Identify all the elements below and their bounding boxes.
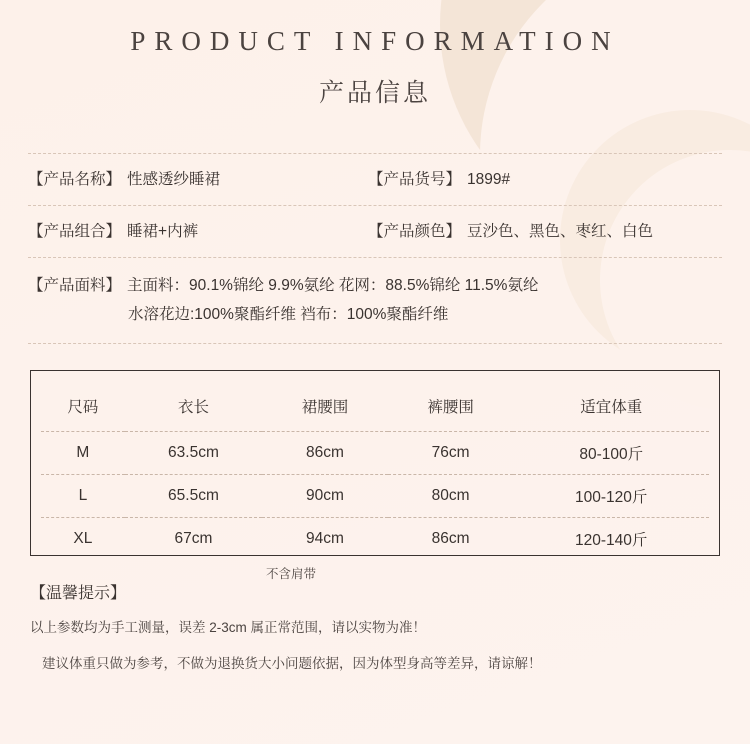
size-cell-xl-length: 67cm bbox=[125, 517, 262, 560]
spec-row-name bbox=[28, 154, 722, 205]
table-row bbox=[41, 517, 709, 560]
spec-value-product-code: 1899# bbox=[467, 171, 511, 188]
spec-label-color: 【产品颜色】 bbox=[368, 223, 462, 241]
spec-value-product-name: 性感透纱睡裙 bbox=[127, 171, 221, 188]
spec-cell-combination bbox=[28, 220, 368, 244]
spec-cell-product-name bbox=[28, 168, 368, 192]
spec-value-combination: 睡裙+内裤 bbox=[127, 223, 199, 241]
divider-3 bbox=[28, 343, 722, 344]
spec-label-product-code: 【产品货号】 bbox=[368, 171, 462, 188]
size-cell-l-weight: 100-120斤 bbox=[513, 474, 709, 517]
spec-value-fabric-1: 主面料：90.1%锦纶 9.9%氨纶 花网：88.5%锦纶 11.5%氨纶 bbox=[127, 277, 539, 295]
spec-row-fabric bbox=[28, 258, 722, 343]
spec-row-combination bbox=[28, 206, 722, 257]
size-cell-xl-pants-waist: 86cm bbox=[388, 517, 514, 560]
size-header-weight: 适宜体重 bbox=[580, 398, 643, 416]
spec-label-product-name: 【产品名称】 bbox=[28, 171, 122, 188]
size-cell-l-length: 65.5cm bbox=[125, 474, 262, 517]
page-title-chinese: 产品信息 bbox=[318, 79, 431, 107]
spec-value-color: 豆沙色、黑色、枣红、白色 bbox=[467, 223, 654, 241]
spec-cell-product-code bbox=[368, 168, 722, 192]
table-row bbox=[41, 474, 709, 517]
size-table-footnote: 不含肩带 bbox=[265, 566, 316, 581]
size-cell-l-size: L bbox=[41, 474, 125, 517]
page-title-english: PRODUCT INFORMATION bbox=[130, 26, 620, 56]
size-header-length: 衣长 bbox=[177, 398, 209, 416]
size-cell-m-pants-waist: 76cm bbox=[388, 431, 514, 474]
tips-title: 【温馨提示】 bbox=[30, 584, 127, 602]
tips-line-weight: 建议体重只做为参考，不做为退换货大小问题依据，因为体型身高等差异，请谅解！ bbox=[42, 655, 542, 671]
size-cell-m-skirt-waist: 86cm bbox=[262, 431, 388, 474]
fabric-line-primary bbox=[28, 271, 722, 300]
size-cell-xl-skirt-waist: 94cm bbox=[262, 517, 388, 560]
size-table-header-row bbox=[41, 389, 709, 432]
size-cell-l-pants-waist: 80cm bbox=[388, 474, 514, 517]
spec-label-combination: 【产品组合】 bbox=[28, 223, 122, 241]
size-header-pants-waist: 裤腰围 bbox=[427, 398, 474, 416]
spec-section bbox=[28, 153, 722, 344]
tips-line-measurement: 以上参数均为手工测量，误差 2-3cm 属正常范围，请以实物为准！ bbox=[30, 619, 427, 635]
size-table-box bbox=[30, 370, 720, 581]
table-row bbox=[41, 431, 709, 474]
fabric-line-secondary: 水溶花边:100%聚酯纤维 裆布：100%聚酯纤维 bbox=[128, 306, 449, 324]
size-cell-xl-weight: 120-140斤 bbox=[513, 517, 709, 560]
size-cell-m-length: 63.5cm bbox=[125, 431, 262, 474]
size-header-size: 尺码 bbox=[67, 398, 99, 416]
size-table bbox=[41, 389, 709, 560]
size-header-skirt-waist: 裙腰围 bbox=[301, 398, 349, 416]
tips-section bbox=[30, 580, 720, 674]
spec-cell-color bbox=[368, 220, 722, 244]
spec-label-fabric: 【产品面料】 bbox=[28, 277, 122, 295]
size-cell-l-skirt-waist: 90cm bbox=[262, 474, 388, 517]
size-cell-m-size: M bbox=[41, 431, 125, 474]
size-cell-m-weight: 80-100斤 bbox=[513, 431, 709, 474]
size-cell-xl-size: XL bbox=[41, 517, 125, 560]
